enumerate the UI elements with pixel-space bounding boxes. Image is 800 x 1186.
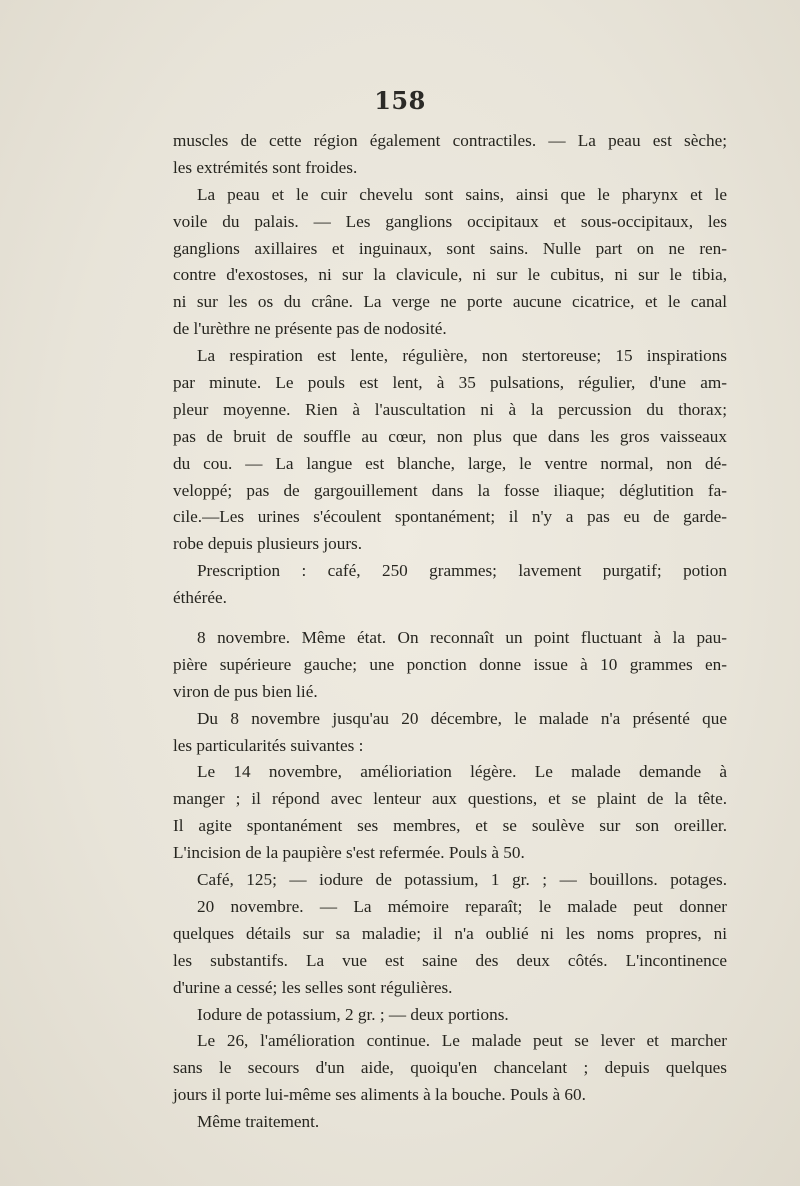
- body-text: [173, 128, 727, 1136]
- text-line: manger ; il répond avec lenteur aux questions, et se plaint de la tête.: [173, 789, 727, 809]
- text-line: pière supérieure gauche; une ponction donne issue à 10 grammes en-: [173, 654, 727, 674]
- page-number: 158: [374, 86, 426, 115]
- text-line: 8 novembre. Même état. On reconnaît un point fluctuant à la pau-: [197, 628, 727, 648]
- text-line: Prescription : café, 250 grammes; lavement purgatif; potion: [197, 561, 727, 581]
- text-line: La respiration est lente, régulière, non stertoreuse; 15 inspirations: [197, 346, 727, 366]
- text-line: veloppé; pas de gargouillement dans la fosse iliaque; déglutition fa-: [173, 480, 727, 500]
- text-line: jours il porte lui-même ses aliments à la bouche. Pouls à 60.: [173, 1085, 586, 1105]
- text-line: du cou. — La langue est blanche, large, le ventre normal, non dé-: [173, 453, 727, 473]
- text-line: ganglions axillaires et inguinaux, sont sains. Nulle part on ne ren-: [173, 238, 727, 258]
- text-line: de l'urèthre ne présente pas de nodosité.: [173, 319, 447, 339]
- paragraph-gap: [173, 612, 727, 625]
- text-line: Du 8 novembre jusqu'au 20 décembre, le malade n'a présenté que: [197, 708, 727, 728]
- text-line: Iodure de potassium, 2 gr. ; — deux portions.: [197, 1004, 509, 1024]
- text-line: La peau et le cuir chevelu sont sains, ainsi que le pharynx et le: [197, 184, 727, 204]
- text-line: Café, 125; — iodure de potassium, 1 gr. ; — bouillons. potages.: [197, 870, 727, 890]
- text-line: Il agite spontanément ses membres, et se soulève sur son oreiller.: [173, 816, 727, 836]
- text-line: quelques détails sur sa maladie; il n'a oublié ni les noms propres, ni: [173, 923, 727, 943]
- text-line: pas de bruit de souffle au cœur, non plus que dans les gros vaisseaux: [173, 426, 727, 446]
- text-line: contre d'exostoses, ni sur la clavicule, ni sur le cubitus, ni sur le tibia,: [173, 265, 727, 285]
- text-line: les particularités suivantes :: [173, 735, 364, 755]
- text-line: d'urine a cessé; les selles sont régulières.: [173, 977, 453, 997]
- text-line: L'incision de la paupière s'est refermée. Pouls à 50.: [173, 843, 525, 863]
- text-line: Même traitement.: [197, 1112, 320, 1132]
- text-line: Le 26, l'amélioration continue. Le malade peut se lever et marcher: [197, 1031, 727, 1051]
- text-line: robe depuis plusieurs jours.: [173, 534, 363, 554]
- text-line: Le 14 novembre, amélioriation légère. Le malade demande à: [197, 762, 727, 782]
- text-line: par minute. Le pouls est lent, à 35 pulsations, régulier, d'une am-: [173, 373, 727, 393]
- text-line: viron de pus bien lié.: [173, 681, 318, 701]
- text-line: les extrémités sont froides.: [173, 157, 358, 177]
- text-line: cile.—Les urines s'écoulent spontanément; il n'y a pas eu de garde-: [173, 507, 727, 527]
- text-line: sans le secours d'un aide, quoiqu'en chancelant ; depuis quelques: [173, 1058, 727, 1078]
- text-line: les substantifs. La vue est saine des deux côtés. L'incontinence: [173, 950, 727, 970]
- text-line: ni sur les os du crâne. La verge ne porte aucune cicatrice, et le canal: [173, 292, 727, 312]
- text-line: éthérée.: [173, 588, 227, 608]
- text-line: muscles de cette région également contractiles. — La peau est sèche;: [173, 131, 727, 150]
- text-line: pleur moyenne. Rien à l'auscultation ni à la percussion du thorax;: [173, 399, 727, 419]
- text-line: voile du palais. — Les ganglions occipitaux et sous-occipitaux, les: [173, 211, 727, 231]
- text-line: 20 novembre. — La mémoire reparaît; le malade peut donner: [197, 896, 727, 916]
